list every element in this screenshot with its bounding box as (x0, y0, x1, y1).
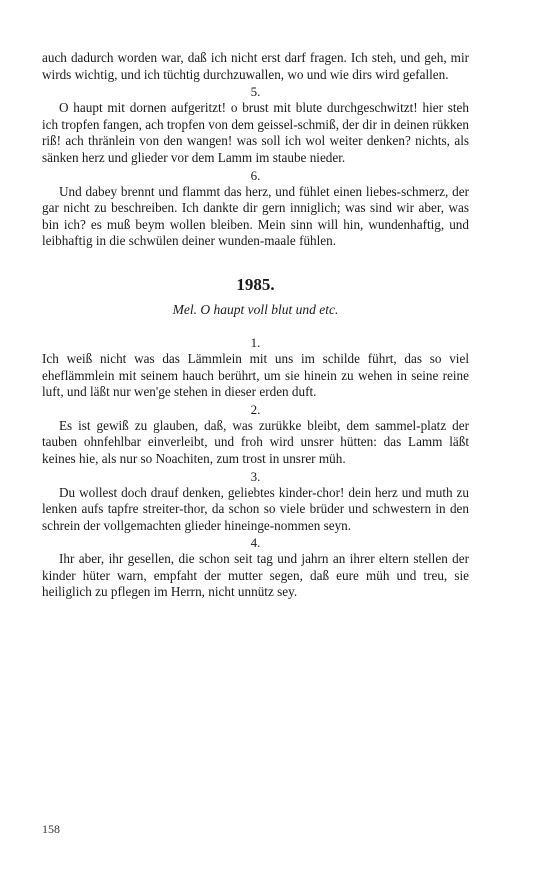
verse-number-6: 6. (250, 167, 261, 183)
verse-text-6: Und dabey brennt und flammt das herz, und fühlet einen liebes-schmerz, der gar nicht zu beschreiben. Ich dankte dir gern inniglich; was sind wir aber, was bin ich? es muß beym wollen bleiben. Mein sinn will hin, wundenhaftig, und leibhaftig in die schwülen deiner wunden-maale fühlen. (42, 183, 469, 249)
hymn-verse-text-4: Ihr aber, ihr gesellen, die schon seit tag und jahrn an ihrer eltern stellen der kinder hüter warn, empfaht der mutter segen, daß eure müh und treu, sie heiliglich zu pflegen im Herrn, nicht unnütz sey. (42, 551, 469, 600)
hymn-number: 1985. (236, 274, 275, 294)
hymn-verse-number-2: 2. (250, 401, 261, 417)
verse-text-5: O haupt mit dornen aufgeritzt! o brust mit blute durchgeschwitzt! hier steh ich tropfen fangen, ach tropfen von dem geissel-schmiß, der dir in deinen rükken riß! ach thränlein von den wangen! was soll ich wol weiter denken? nichts, als sänken herz und glieder vor dem Lamm im staube nieder. (42, 100, 469, 165)
page-body (42, 50, 469, 601)
hymn-verse-text-2: Es ist gewiß zu glauben, daß, was zurükke bleibt, dem sammel-platz der tauben ohnfehlbar einverleibt, und froh wird unsrer hütten: das Lamm läßt keines hie, als nur so Noachiten, zum trost in unsrer müh. (42, 417, 469, 466)
hymn-verse-text-3: Du wollest doch drauf denken, geliebtes kinder-chor! dein herz und muth zu lenken aufs tapfre streiter-thor, da schon so viele brüder und schwestern in den schrein der vollgemachten glieder hineinge-nommen seyn. (42, 484, 469, 533)
hymn-verse-number-4: 4. (250, 535, 261, 551)
hymn-verse-number-1: 1. (250, 334, 261, 350)
verse-number-5: 5. (250, 84, 261, 100)
hymn-verse-number-3: 3. (250, 468, 261, 484)
hymn-verse-text-1: Ich weiß nicht was das Lämmlein mit uns im schilde führt, das so viel eheflämmlein mit seinem hauch berührt, um sie hinein zu wehen in seine reine luft, und läßt nur wen'ge stehen in dieser erden duft. (42, 350, 469, 400)
continuation-text: auch dadurch worden war, daß ich nicht erst darf fragen. Ich steh, und geh, mir wirds wichtig, und ich tüchtig durchzuwallen, wo und wie dirs wird gefallen. (42, 50, 469, 82)
page-number: 158 (42, 822, 60, 836)
melody-line: Mel. O haupt voll blut und etc. (172, 301, 339, 317)
